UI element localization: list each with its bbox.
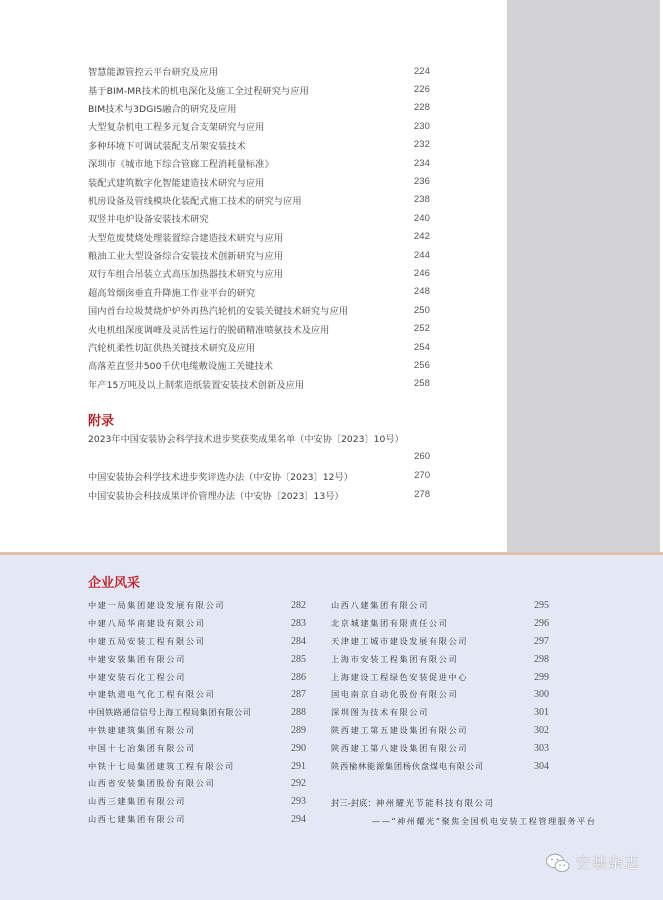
corporate-entry[interactable] bbox=[88, 775, 306, 793]
corporate-entry-name: 深圳图为技术有限公司 bbox=[331, 707, 429, 718]
corporate-entry-name: 中建轨道电气化工程有限公司 bbox=[88, 689, 216, 700]
appendix-entry-title: 中国安装协会科学技术进步奖评选办法（中安协〔2023〕12号） bbox=[88, 471, 353, 483]
corporate-entry-page: 287 bbox=[291, 689, 306, 701]
toc-entry-title: 国内首台垃圾焚烧炉炉外再热汽轮机的安装关键技术研究与应用 bbox=[88, 306, 349, 318]
toc-entry-page: 252 bbox=[413, 323, 430, 335]
toc-entry-page: 240 bbox=[413, 212, 430, 224]
appendix-entry[interactable] bbox=[88, 466, 430, 485]
toc-entry[interactable] bbox=[88, 246, 430, 264]
corporate-entry-page: 299 bbox=[534, 671, 549, 683]
toc-entry-title: 多种环境下可调试装配支吊架安装技术 bbox=[88, 140, 246, 152]
corporate-entry[interactable] bbox=[88, 704, 306, 722]
toc-entry-title: 大型危废焚烧处理装置综合建造技术研究与应用 bbox=[88, 232, 284, 244]
corporate-entry[interactable] bbox=[331, 686, 549, 704]
corporate-entry-name: 山西三建集团有限公司 bbox=[88, 796, 186, 807]
corporate-entry-name: 陕西建工第八建设集团有限公司 bbox=[331, 742, 469, 753]
corporate-entry[interactable] bbox=[88, 650, 306, 668]
corporate-entry-page: 283 bbox=[291, 618, 306, 630]
toc-entry-title: 双竖井电炉设备安装技术研究 bbox=[88, 214, 209, 226]
corporate-entry-page: 286 bbox=[291, 671, 306, 683]
toc-entry[interactable] bbox=[88, 99, 430, 117]
appendix-entry-page: 270 bbox=[414, 470, 430, 481]
toc-entry[interactable] bbox=[88, 62, 430, 80]
toc-entry-page: 258 bbox=[413, 378, 430, 390]
corporate-entry[interactable] bbox=[88, 615, 306, 633]
corporate-entry-page: 291 bbox=[291, 760, 306, 772]
toc-entry-page: 228 bbox=[413, 102, 430, 114]
toc-entry-title: 汽轮机柔性切缸供热关键技术研究及应用 bbox=[88, 343, 256, 355]
cover-note-label: 封三-封底： bbox=[331, 798, 376, 808]
watermark bbox=[545, 852, 640, 873]
corporate-entry[interactable] bbox=[88, 633, 306, 651]
corporate-entry[interactable] bbox=[88, 597, 306, 615]
toc-entry-page: 232 bbox=[413, 139, 430, 151]
toc-entry-page: 248 bbox=[413, 286, 430, 298]
toc-entry-page: 244 bbox=[413, 249, 430, 261]
toc-entry-title: BIM技术与3DGIS融合的研究及应用 bbox=[88, 103, 237, 115]
appendix-heading: 附录 bbox=[88, 414, 115, 429]
toc-entry-page: 224 bbox=[413, 65, 430, 77]
corporate-heading: 企业风采 bbox=[88, 576, 141, 591]
corporate-entry-name: 山西八建集团有限公司 bbox=[331, 600, 429, 611]
corporate-entry-page: 297 bbox=[534, 635, 549, 647]
corporate-entry-name: 中建五局安装工程有限公司 bbox=[88, 635, 206, 646]
corporate-entry[interactable] bbox=[88, 739, 306, 757]
toc-entry[interactable] bbox=[88, 136, 430, 154]
cover-note-company: 神州耀光节能科技有限公司 bbox=[375, 798, 495, 808]
toc-entry-title: 大型复杂机电工程多元复合支架研究与应用 bbox=[88, 122, 265, 134]
corporate-entry-name: 中铁建建筑集团有限公司 bbox=[88, 724, 196, 735]
toc-entry-page: 256 bbox=[413, 359, 430, 371]
toc-entry[interactable] bbox=[88, 172, 430, 190]
corporate-entry-name: 中建八局华南建设有限公司 bbox=[88, 618, 206, 629]
corporate-entry-name: 中国铁路通信信号上海工程局集团有限公司 bbox=[88, 707, 252, 718]
wechat-icon bbox=[545, 853, 571, 873]
appendix-entry-title: 2023年中国安装协会科学技术进步奖获奖成果名单（中安协〔2023〕10号） bbox=[88, 433, 404, 445]
appendix-entry-page-line[interactable] bbox=[88, 447, 430, 466]
toc-entry[interactable] bbox=[88, 209, 430, 227]
corporate-entry[interactable] bbox=[88, 668, 306, 686]
toc-entry[interactable] bbox=[88, 283, 430, 301]
corporate-entry[interactable] bbox=[88, 793, 306, 811]
toc-entry-title: 火电机组深度调峰及灵活性运行的脱硝精准喷氨技术及应用 bbox=[88, 324, 330, 336]
corporate-entry-name: 中建安装石化工程公司 bbox=[88, 671, 186, 682]
appendix-entry-title: 中国安装协会科技成果评价管理办法（中安协〔2023〕13号） bbox=[88, 490, 344, 502]
corporate-entry-name: 陕西建工第五建设集团有限公司 bbox=[331, 724, 469, 735]
corporate-entry-name: 山西省安装集团股份有限公司 bbox=[88, 778, 216, 789]
toc-entry-title: 超高耸烟囱垂直升降施工作业平台的研究 bbox=[88, 287, 256, 299]
corporate-entry-name: 上海建设工程绿色安装促进中心 bbox=[331, 671, 469, 682]
corporate-entry-page: 285 bbox=[291, 653, 306, 665]
toc-entry-title: 粮油工业大型设备综合安装技术创新研究与应用 bbox=[88, 251, 284, 263]
corporate-entry[interactable] bbox=[88, 811, 306, 829]
toc-entry[interactable] bbox=[88, 191, 430, 209]
toc-entry-title: 基于BIM-MR技术的机电深化及施工全过程研究与应用 bbox=[88, 85, 309, 97]
watermark-text: 安装杂志 bbox=[576, 854, 641, 872]
corporate-entry-name: 国电南京自动化股份有限公司 bbox=[331, 689, 459, 700]
toc-entry-page: 246 bbox=[413, 267, 430, 279]
corporate-entry-page: 293 bbox=[291, 796, 306, 808]
toc-entry-page: 242 bbox=[413, 231, 430, 243]
toc-entry-title: 双行车组合吊装立式高压加热器技术研究与应用 bbox=[88, 269, 284, 281]
toc-entry[interactable] bbox=[88, 264, 430, 282]
toc-entry[interactable] bbox=[88, 338, 430, 356]
corporate-entry-name: 中国十七冶集团有限公司 bbox=[88, 742, 196, 753]
toc-entry-title: 智慧能源管控云平台研究及应用 bbox=[88, 67, 219, 79]
corporate-entry-page: 290 bbox=[291, 742, 306, 754]
corporate-entry[interactable] bbox=[331, 650, 549, 668]
toc-entry[interactable] bbox=[88, 117, 430, 135]
toc-list bbox=[88, 62, 430, 393]
corporate-entry-page: 302 bbox=[534, 724, 549, 736]
corporate-entry-name: 陕西榆林能源集团杨伙盘煤电有限公司 bbox=[331, 760, 484, 771]
corporate-entry-page: 294 bbox=[291, 813, 306, 825]
appendix-list bbox=[88, 428, 430, 504]
corporate-entry-page: 292 bbox=[291, 778, 306, 790]
corporate-entry[interactable] bbox=[88, 757, 306, 775]
appendix-entry[interactable] bbox=[88, 485, 430, 504]
toc-entry-title: 装配式建筑数字化智能建造技术研究与应用 bbox=[88, 177, 265, 189]
corporate-entry[interactable] bbox=[331, 704, 549, 722]
toc-entry[interactable] bbox=[88, 319, 430, 337]
corporate-entry[interactable] bbox=[88, 686, 306, 704]
corporate-list-right bbox=[331, 597, 549, 775]
corporate-entry-name: 北京城建集团有限责任公司 bbox=[331, 618, 449, 629]
corporate-entry-name: 中铁十七局集团建筑工程有限公司 bbox=[88, 760, 235, 771]
corporate-entry-page: 284 bbox=[291, 635, 306, 647]
toc-entry-title: 机房设备及管线模块化装配式施工技术的研究与应用 bbox=[88, 195, 302, 207]
toc-entry-page: 236 bbox=[413, 176, 430, 188]
corporate-entry-name: 山西七建集团有限公司 bbox=[88, 813, 186, 824]
corporate-entry-page: 303 bbox=[534, 742, 549, 754]
corporate-entry-name: 中建一局集团建设发展有限公司 bbox=[88, 600, 226, 611]
toc-entry[interactable] bbox=[88, 228, 430, 246]
appendix-entry[interactable] bbox=[88, 428, 430, 447]
appendix-entry-page: 260 bbox=[414, 451, 430, 462]
corporate-entry-page: 289 bbox=[291, 724, 306, 736]
corporate-entry-name: 天津建工城市建设发展有限公司 bbox=[331, 635, 469, 646]
corporate-entry-page: 295 bbox=[534, 600, 549, 612]
corporate-entry[interactable] bbox=[88, 722, 306, 740]
toc-entry-title: 年产15万吨及以上制浆造纸装置安装技术创新及应用 bbox=[88, 379, 305, 391]
toc-entry-page: 250 bbox=[413, 304, 430, 316]
toc-entry[interactable] bbox=[88, 375, 430, 393]
corporate-entry-name: 中建安装集团有限公司 bbox=[88, 653, 186, 664]
toc-entry-title: 深圳市《城市地下综合管廊工程消耗量标准》 bbox=[88, 159, 274, 171]
toc-entry[interactable] bbox=[88, 356, 430, 374]
toc-entry-page: 230 bbox=[413, 120, 430, 132]
corporate-entry-page: 300 bbox=[534, 689, 549, 701]
corporate-entry-page: 304 bbox=[534, 760, 549, 772]
corporate-entry[interactable] bbox=[331, 668, 549, 686]
corporate-entry-page: 298 bbox=[534, 653, 549, 665]
toc-entry-page: 254 bbox=[413, 341, 430, 353]
corporate-entry[interactable] bbox=[331, 757, 549, 775]
corporate-entry[interactable] bbox=[331, 615, 549, 633]
cover-note bbox=[331, 797, 494, 809]
corporate-entry-page: 296 bbox=[534, 618, 549, 630]
toc-entry[interactable] bbox=[88, 80, 430, 98]
decorative-gray-block bbox=[507, 0, 660, 552]
toc-entry-page: 238 bbox=[413, 194, 430, 206]
appendix-entry-page: 278 bbox=[414, 489, 430, 500]
corporate-entry-page: 301 bbox=[534, 707, 549, 719]
corporate-list-left bbox=[88, 597, 306, 828]
toc-entry[interactable] bbox=[88, 154, 430, 172]
toc-entry[interactable] bbox=[88, 301, 430, 319]
toc-entry-page: 234 bbox=[413, 157, 430, 169]
toc-entry-page: 226 bbox=[413, 84, 430, 96]
corporate-entry[interactable] bbox=[331, 633, 549, 651]
corporate-entry-page: 288 bbox=[291, 707, 306, 719]
corporate-entry[interactable] bbox=[331, 597, 549, 615]
corporate-entry-page: 282 bbox=[291, 600, 306, 612]
toc-entry-title: 高落差直竖井500千伏电缆敷设施工关键技术 bbox=[88, 361, 274, 373]
corporate-entry[interactable] bbox=[331, 739, 549, 757]
corporate-entry-name: 上海市安装工程集团有限公司 bbox=[331, 653, 459, 664]
cover-note-slogan: ——“神州耀光”聚焦全国机电安装工程管理服务平台 bbox=[372, 816, 597, 826]
corporate-entry[interactable] bbox=[331, 722, 549, 740]
